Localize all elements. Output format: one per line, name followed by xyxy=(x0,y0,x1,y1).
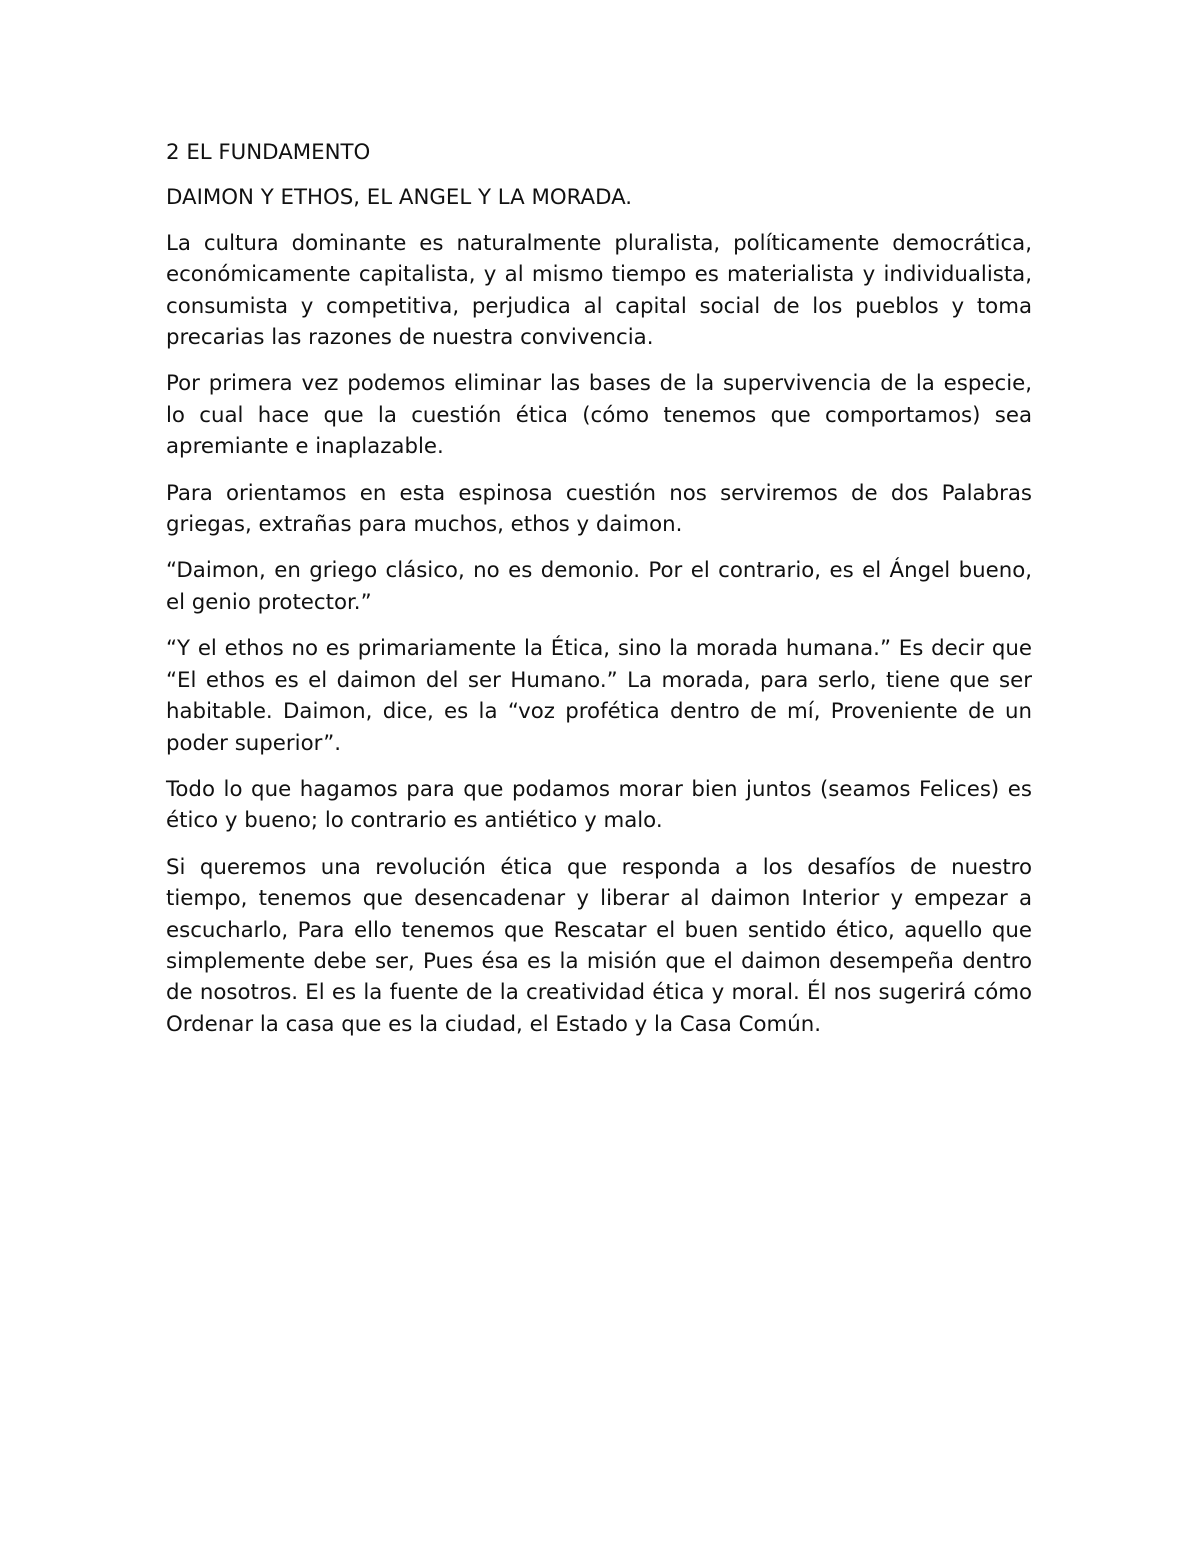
paragraph-1: La cultura dominante es naturalmente pluralista, políticamente democrática, económicamente capitalista, y al mismo tiempo es materialista y individualista, consumista y competitiva, perjudica al capital social de los pueblos y toma precarias las razones de nuestra convivencia. xyxy=(166,230,1032,351)
paragraph-5: “Y el ethos no es primariamente la Ética, sino la morada humana.” Es decir que “El ethos es el daimon del ser Humano.” La morada, para serlo, tiene que ser habitable. Daimon, dice, es la “voz profética dentro de mí, Proveniente de un poder superior”. xyxy=(166,636,1032,756)
document-page xyxy=(166,137,1032,1055)
paragraph-7: Si queremos una revolución ética que responda a los desafíos de nuestro tiempo, tenemos que desencadenar y liberar al daimon Interior y empezar a escucharlo, Para ello tenemos que Rescatar el buen sentido ético, aquello que simplemente debe ser, Pues ésa es la misión que el daimon desempeña dentro de nosotros. El es la fuente de la creatividad ética y moral. Él nos sugerirá cómo Ordenar la casa que es la ciudad, el Estado y la Casa Común. xyxy=(166,854,1032,1037)
section-heading: 2 EL FUNDAMENTO xyxy=(166,140,371,165)
paragraph-6: Todo lo que hagamos para que podamos morar bien juntos (seamos Felices) es ético y bueno; lo contrario es antiético y malo. xyxy=(166,776,1032,834)
paragraph-2: Por primera vez podemos eliminar las bases de la supervivencia de la especie, lo cual hace que la cuestión ética (cómo tenemos que comportamos) sea apremiante e inaplazable. xyxy=(166,371,1032,460)
section-subheading: DAIMON Y ETHOS, EL ANGEL Y LA MORADA. xyxy=(166,185,633,211)
paragraph-3: Para orientamos en esta espinosa cuestión nos serviremos de dos Palabras griegas, extrañas para muchos, ethos y daimon. xyxy=(166,480,1032,538)
paragraph-4: “Daimon, en griego clásico, no es demonio. Por el contrario, es el Ángel bueno, el genio protector.” xyxy=(166,558,1032,615)
